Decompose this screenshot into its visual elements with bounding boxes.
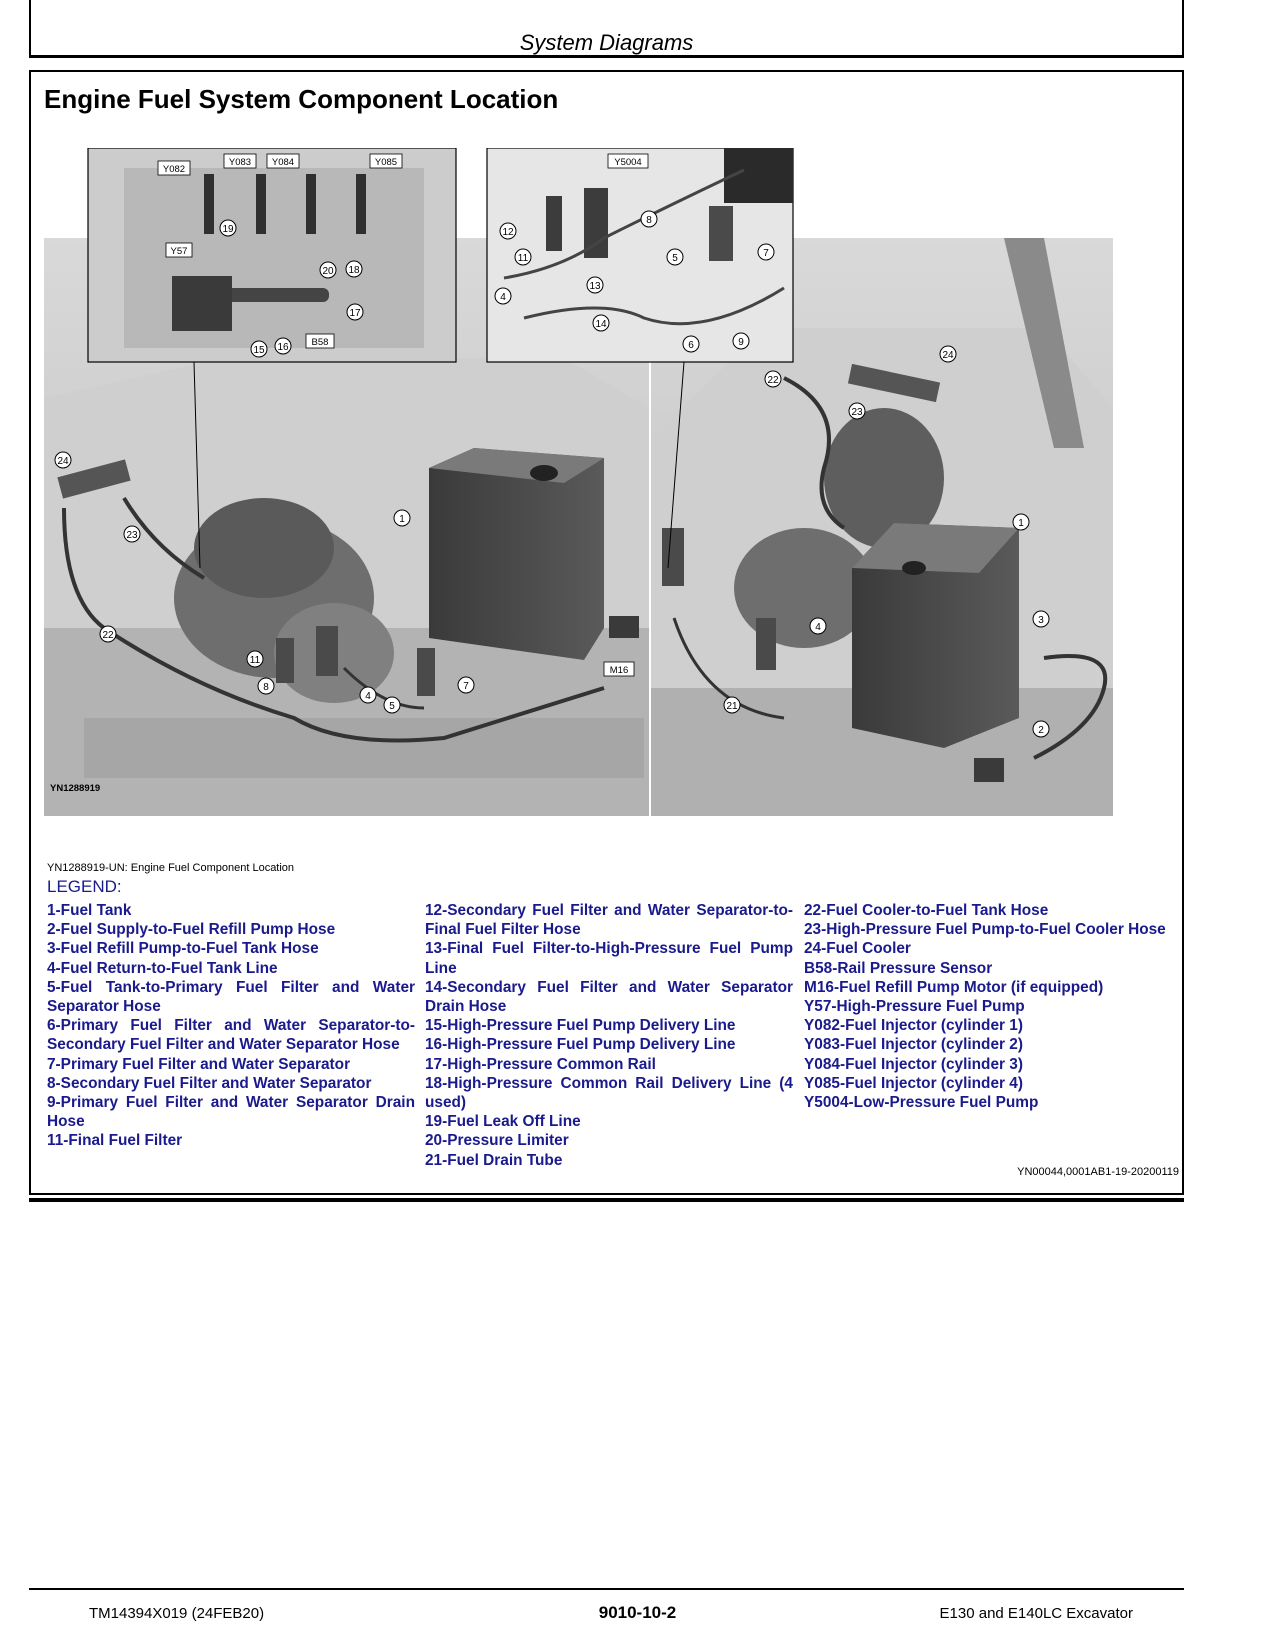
- legend-item: Y5004-Low-Pressure Fuel Pump: [804, 1094, 1039, 1112]
- legend-heading: LEGEND:: [47, 877, 122, 896]
- svg-text:Y083: Y083: [228, 157, 252, 168]
- legend-item: 14-Secondary Fuel Filter and Water Separator Drain Hose: [425, 978, 793, 1016]
- footer-page-number: 9010-10-2: [598, 1603, 677, 1622]
- legend-item: 19-Fuel Leak Off Line: [425, 1113, 581, 1131]
- legend-item: Y084-Fuel Injector (cylinder 3): [804, 1055, 1023, 1073]
- legend-item: 5-Fuel Tank-to-Primary Fuel Filter and Water Separator Hose: [47, 978, 415, 1016]
- legend-item: 18-High-Pressure Common Rail Delivery Line (4 used): [425, 1074, 793, 1112]
- svg-text:22: 22: [767, 375, 779, 386]
- svg-text:8: 8: [263, 682, 269, 693]
- legend-item: B58-Rail Pressure Sensor: [804, 959, 993, 977]
- svg-text:Y57: Y57: [170, 246, 188, 257]
- legend-item: Y57-High-Pressure Fuel Pump: [804, 998, 1025, 1016]
- section-end-rule: [29, 1198, 1184, 1202]
- legend-item: 6-Primary Fuel Filter and Water Separator-to-Secondary Fuel Filter and Water Separator Hose: [47, 1017, 415, 1054]
- svg-text:4: 4: [815, 622, 821, 633]
- svg-text:18: 18: [348, 265, 360, 276]
- legend-item: M16-Fuel Refill Pump Motor (if equipped): [804, 978, 1104, 996]
- legend-item: 13-Final Fuel Filter-to-High-Pressure Fuel Pump Line: [425, 940, 793, 977]
- legend-item: 12-Secondary Fuel Filter and Water Separator-to-Final Fuel Filter Hose: [425, 902, 793, 939]
- svg-text:24: 24: [57, 456, 69, 467]
- legend-item: 9-Primary Fuel Filter and Water Separator Drain Hose: [47, 1094, 415, 1131]
- fuel-system-illustration: [44, 148, 1134, 818]
- document-reference: YN00044,0001AB1-19-20200119: [1017, 1166, 1179, 1178]
- svg-text:15: 15: [253, 345, 265, 356]
- svg-text:13: 13: [589, 281, 601, 292]
- svg-text:5: 5: [389, 701, 395, 712]
- legend-item: 2-Fuel Supply-to-Fuel Refill Pump Hose: [47, 921, 336, 939]
- svg-text:Y5004: Y5004: [614, 157, 642, 168]
- legend-item: 4-Fuel Return-to-Fuel Tank Line: [47, 959, 278, 977]
- svg-text:16: 16: [277, 342, 289, 353]
- svg-text:17: 17: [349, 308, 361, 319]
- svg-text:11: 11: [517, 253, 529, 264]
- svg-text:22: 22: [102, 630, 114, 641]
- svg-text:14: 14: [595, 319, 607, 330]
- page-header-title: System Diagrams: [519, 30, 694, 55]
- footer-manual-id: TM14394X019 (24FEB20): [89, 1605, 265, 1622]
- legend-item: Y085-Fuel Injector (cylinder 4): [804, 1074, 1023, 1092]
- svg-text:24: 24: [942, 350, 954, 361]
- svg-text:B58: B58: [311, 337, 329, 348]
- svg-text:Y082: Y082: [162, 164, 186, 175]
- svg-text:3: 3: [1038, 615, 1044, 626]
- svg-text:1: 1: [399, 514, 405, 525]
- legend-item: 7-Primary Fuel Filter and Water Separator: [47, 1055, 351, 1073]
- legend-column-3: [804, 901, 1172, 1112]
- svg-text:1: 1: [1018, 518, 1024, 529]
- legend-item: Y083-Fuel Injector (cylinder 2): [804, 1036, 1023, 1054]
- svg-text:23: 23: [851, 407, 863, 418]
- legend-column-1: [47, 901, 415, 1151]
- svg-text:12: 12: [502, 227, 514, 238]
- svg-text:8: 8: [646, 215, 652, 226]
- svg-text:M16: M16: [609, 665, 629, 676]
- legend-column-2: [425, 901, 793, 1170]
- legend-item: Y082-Fuel Injector (cylinder 1): [804, 1017, 1023, 1035]
- svg-text:23: 23: [126, 530, 138, 541]
- svg-text:Y085: Y085: [374, 157, 398, 168]
- svg-text:4: 4: [365, 691, 371, 702]
- section-title: Engine Fuel System Component Location: [44, 84, 559, 114]
- footer-model: E130 and E140LC Excavator: [939, 1605, 1133, 1622]
- svg-text:21: 21: [726, 701, 738, 712]
- legend-item: 22-Fuel Cooler-to-Fuel Tank Hose: [804, 902, 1049, 919]
- svg-text:7: 7: [463, 681, 469, 692]
- legend-item: 11-Final Fuel Filter: [47, 1132, 183, 1150]
- figure-caption: YN1288919-UN: Engine Fuel Component Location: [47, 862, 295, 874]
- svg-text:20: 20: [322, 266, 334, 277]
- legend-item: 1-Fuel Tank: [47, 902, 132, 919]
- legend-item: 24-Fuel Cooler: [804, 940, 911, 958]
- svg-text:5: 5: [672, 253, 678, 264]
- footer-rule: [29, 1588, 1184, 1590]
- svg-text:6: 6: [688, 340, 694, 351]
- legend-item: 20-Pressure Limiter: [425, 1132, 569, 1150]
- svg-text:Y084: Y084: [271, 157, 295, 168]
- legend-item: 16-High-Pressure Fuel Pump Delivery Line: [425, 1036, 736, 1054]
- legend-item: 15-High-Pressure Fuel Pump Delivery Line: [425, 1017, 736, 1035]
- svg-text:2: 2: [1038, 725, 1044, 736]
- svg-text:YN1288919: YN1288919: [50, 783, 101, 794]
- legend-item: 21-Fuel Drain Tube: [425, 1151, 563, 1169]
- legend-item: 17-High-Pressure Common Rail: [425, 1055, 656, 1073]
- svg-text:7: 7: [763, 248, 769, 259]
- legend-item: 3-Fuel Refill Pump-to-Fuel Tank Hose: [47, 940, 319, 958]
- svg-text:19: 19: [222, 224, 234, 235]
- svg-text:9: 9: [738, 337, 744, 348]
- legend-item: 8-Secondary Fuel Filter and Water Separator: [47, 1074, 372, 1092]
- legend-item: 23-High-Pressure Fuel Pump-to-Fuel Cooler Hose: [804, 921, 1166, 939]
- svg-text:11: 11: [249, 655, 261, 666]
- svg-text:4: 4: [500, 292, 506, 303]
